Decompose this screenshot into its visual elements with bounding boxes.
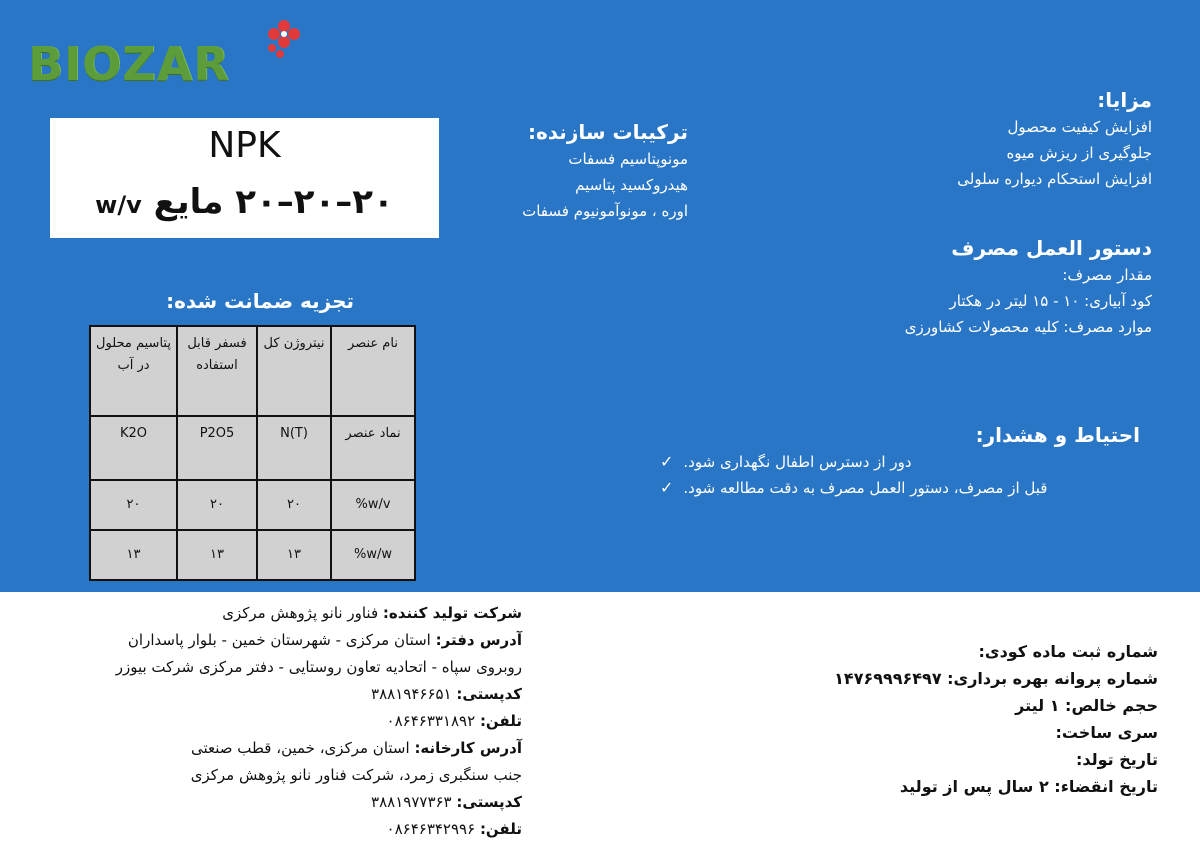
table-cell: K2O [90,416,177,480]
postal-value: ۳۸۸۱۹۴۶۶۵۱ [371,685,452,703]
warning-heading: احتیاط و هشدار: [975,423,1140,447]
table-row [90,326,415,416]
phone-label: تلفن: [479,820,522,838]
license-label: شماره پروانه بهره برداری: [947,669,1158,688]
factory-line-2: جنب سنگبری زمرد، شرکت فناور نانو پژوهش مرکزی [190,766,522,784]
phone-line [32,708,522,735]
table-cell: فسفر قابل استفاده [177,326,257,416]
product-label-box [50,118,439,238]
license-line [818,665,1158,692]
office-value: استان مرکزی - شهرستان خمین - بلوار پاسداران [127,631,431,649]
composition-item: مونوپتاسیم فسفات [568,150,688,168]
brand-logo [28,36,288,92]
volume-label: حجم خالص: [1065,696,1158,715]
phone-value: ۰۸۶۴۶۳۳۱۸۹۲ [386,712,476,730]
mfg-date-line [818,746,1158,773]
table-row [90,416,415,480]
factory-label: آدرس کارخانه: [414,739,522,757]
warning-text: دور از دسترس اطفال نگهداری شود. [683,453,912,471]
warning-item [660,475,1140,501]
phone-label: تلفن: [479,712,522,730]
office-line [32,627,522,654]
benefit-item: جلوگیری از ریزش میوه [1006,144,1152,162]
table-cell: P2O5 [177,416,257,480]
composition-section [448,118,688,224]
postal-line [32,681,522,708]
product-formula [50,174,439,233]
product-unit: w/v [95,191,142,219]
check-icon: ✓ [660,452,674,471]
series-label: سری ساخت: [1055,723,1158,742]
bottom-panel [0,592,1200,847]
expiry-label: تاریخ انقضاء: [1054,777,1158,796]
warning-text: قبل از مصرف، دستور العمل مصرف به دقت مطالعه شود. [683,479,1048,497]
check-icon: ✓ [660,478,674,497]
table-cell: نماد عنصر [331,416,415,480]
registration-info [818,638,1158,800]
product-formula-text: ۲۰–۲۰–۲۰ مایع [153,182,394,222]
flower-icon [260,14,308,62]
benefits-section [852,86,1152,192]
table-cell: پتاسیم محلول در آب [90,326,177,416]
manufacturer-line [32,600,522,627]
table-cell: ۱۳ [257,530,331,580]
warning-item [660,449,1140,475]
brand-logo-text: BIOZAR [28,37,230,91]
license-value: ۱۴۷۶۹۹۹۶۴۹۷ [834,669,942,688]
reg-label: شماره ثبت ماده کودی: [978,642,1158,661]
office-label: آدرس دفتر: [435,631,522,649]
factory-value: استان مرکزی، خمین، قطب صنعتی [190,739,410,757]
postal-line [32,789,522,816]
composition-item: هیدروکسید پتاسیم [575,176,688,194]
table-cell: نیتروژن کل [257,326,331,416]
table-row [90,530,415,580]
table-cell: %w/w [331,530,415,580]
warning-section [660,421,1140,501]
usage-line: موارد مصرف: کلیه محصولات کشاورزی [904,318,1152,336]
postal-label: کدپستی: [456,685,522,703]
volume-line [818,692,1158,719]
table-cell: ۱۳ [177,530,257,580]
table-cell: ۲۰ [257,480,331,530]
usage-heading: دستور العمل مصرف [951,236,1152,260]
table-cell: ۲۰ [177,480,257,530]
table-cell: %w/v [331,480,415,530]
postal-value: ۳۸۸۱۹۷۷۳۶۳ [371,793,452,811]
benefit-item: افزایش کیفیت محصول [1007,118,1152,136]
expiry-line [818,773,1158,800]
composition-item: اوره ، مونوآمونیوم فسفات [522,202,688,220]
reg-line [818,638,1158,665]
phone-value: ۰۸۶۴۶۳۴۲۹۹۶ [386,820,476,838]
company-info [32,600,522,843]
product-title: NPK [208,125,281,166]
table-cell: ۱۳ [90,530,177,580]
mfg-date-label: تاریخ تولد: [1075,750,1158,769]
usage-section [792,234,1152,340]
analysis-heading: تجزیه ضمانت شده: [166,289,354,313]
usage-line: کود آبیاری: ۱۰ - ۱۵ لیتر در هکتار [949,292,1152,310]
table-cell: نام عنصر [331,326,415,416]
table-row [90,480,415,530]
manufacturer-label: شرکت تولید کننده: [382,604,522,622]
volume-value: ۱ لیتر [1015,696,1060,715]
benefits-heading: مزایا: [1097,88,1152,112]
composition-heading: ترکیبات سازنده: [527,120,688,144]
factory-line [32,735,522,762]
office-line-2: روبروی سپاه - اتحادیه تعاون روستایی - دفتر مرکزی شرکت بیوزر [115,658,522,676]
benefit-item: افزایش استحکام دیواره سلولی [957,170,1152,188]
usage-line: مقدار مصرف: [1062,266,1152,284]
phone-line [32,816,522,843]
expiry-value: ۲ سال پس از تولید [899,777,1049,796]
postal-label: کدپستی: [456,793,522,811]
table-cell: ۲۰ [90,480,177,530]
series-line [818,719,1158,746]
manufacturer-value: فناور نانو پژوهش مرکزی [222,604,379,622]
analysis-table [89,325,416,581]
table-cell: N(T) [257,416,331,480]
